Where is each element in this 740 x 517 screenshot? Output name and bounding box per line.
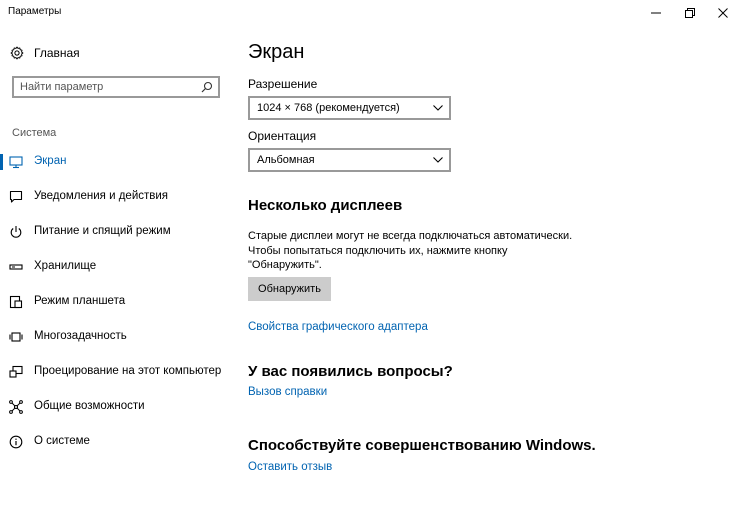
description-line: Чтобы попытаться подключить их, нажмите кнопку (248, 244, 508, 257)
chevron-down-icon (433, 156, 443, 164)
multiple-displays-heading: Несколько дисплеев (248, 197, 403, 214)
minimize-icon (651, 8, 661, 18)
sidebar-item-about[interactable] (0, 424, 232, 459)
page-title: Экран (248, 41, 305, 63)
tablet-mode-icon (9, 295, 23, 309)
sidebar-item-tablet-mode[interactable] (0, 284, 232, 319)
sidebar (0, 26, 232, 517)
resolution-label: Разрешение (248, 77, 318, 91)
minimize-button[interactable] (639, 0, 673, 26)
orientation-label: Ориентация (248, 129, 317, 143)
projecting-icon (9, 365, 23, 379)
resolution-value: 1024 × 768 (рекомендуется) (257, 102, 400, 114)
about-icon (9, 435, 23, 449)
get-help-link[interactable]: Вызов справки (248, 386, 328, 398)
description-line: Старые дисплеи могут не всегда подключаться автоматически. (248, 230, 573, 242)
orientation-value: Альбомная (257, 154, 315, 166)
chevron-down-icon (433, 104, 443, 112)
give-feedback-link[interactable]: Оставить отзыв (248, 461, 333, 473)
sidebar-item-display[interactable] (0, 144, 232, 179)
sidebar-item-label: Проецирование на этот компьютер (34, 365, 222, 377)
sidebar-item-multitasking[interactable] (0, 319, 232, 354)
sidebar-item-shared-experiences[interactable] (0, 389, 232, 424)
close-icon (718, 8, 728, 18)
sidebar-item-label: Уведомления и действия (34, 190, 169, 202)
restore-icon (685, 8, 695, 18)
feedback-heading: Способствуйте совершенствованию Windows. (248, 437, 596, 454)
gear-icon (10, 46, 24, 60)
sidebar-item-label: Питание и спящий режим (34, 225, 171, 237)
questions-heading: У вас появились вопросы? (248, 363, 453, 380)
sidebar-item-label: О системе (34, 435, 90, 447)
sidebar-item-power[interactable] (0, 214, 232, 249)
close-button[interactable] (706, 0, 740, 26)
search-box[interactable] (12, 76, 220, 98)
multitasking-icon (9, 330, 23, 344)
sidebar-item-label: Экран (34, 155, 67, 167)
description-line: "Обнаружить". (248, 259, 322, 271)
display-icon (9, 155, 23, 169)
home-link[interactable] (10, 45, 80, 61)
home-label: Главная (34, 46, 80, 60)
sidebar-item-storage[interactable] (0, 249, 232, 284)
window-title: Параметры (8, 6, 62, 17)
sidebar-item-label: Режим планшета (34, 295, 126, 307)
orientation-dropdown[interactable] (248, 148, 451, 172)
notifications-icon (9, 190, 23, 204)
detect-button[interactable]: Обнаружить (248, 277, 331, 301)
storage-icon (9, 260, 23, 274)
resolution-dropdown[interactable] (248, 96, 451, 120)
main-content (248, 26, 728, 517)
sidebar-item-projecting[interactable] (0, 354, 232, 389)
sidebar-item-notifications[interactable] (0, 179, 232, 214)
search-input[interactable] (20, 79, 200, 95)
section-label-system: Система (12, 127, 57, 139)
graphics-adapter-properties-link[interactable]: Свойства графического адаптера (248, 321, 428, 333)
sidebar-item-label: Общие возможности (34, 400, 145, 412)
power-icon (9, 225, 23, 239)
nav-list (0, 144, 232, 459)
active-indicator (0, 154, 3, 170)
shared-experiences-icon (9, 400, 23, 414)
restore-button[interactable] (673, 0, 707, 26)
multiple-displays-description (248, 229, 608, 273)
sidebar-item-label: Многозадачность (34, 330, 127, 342)
sidebar-item-label: Хранилище (34, 260, 97, 272)
title-bar (0, 0, 740, 26)
search-icon (201, 81, 213, 93)
